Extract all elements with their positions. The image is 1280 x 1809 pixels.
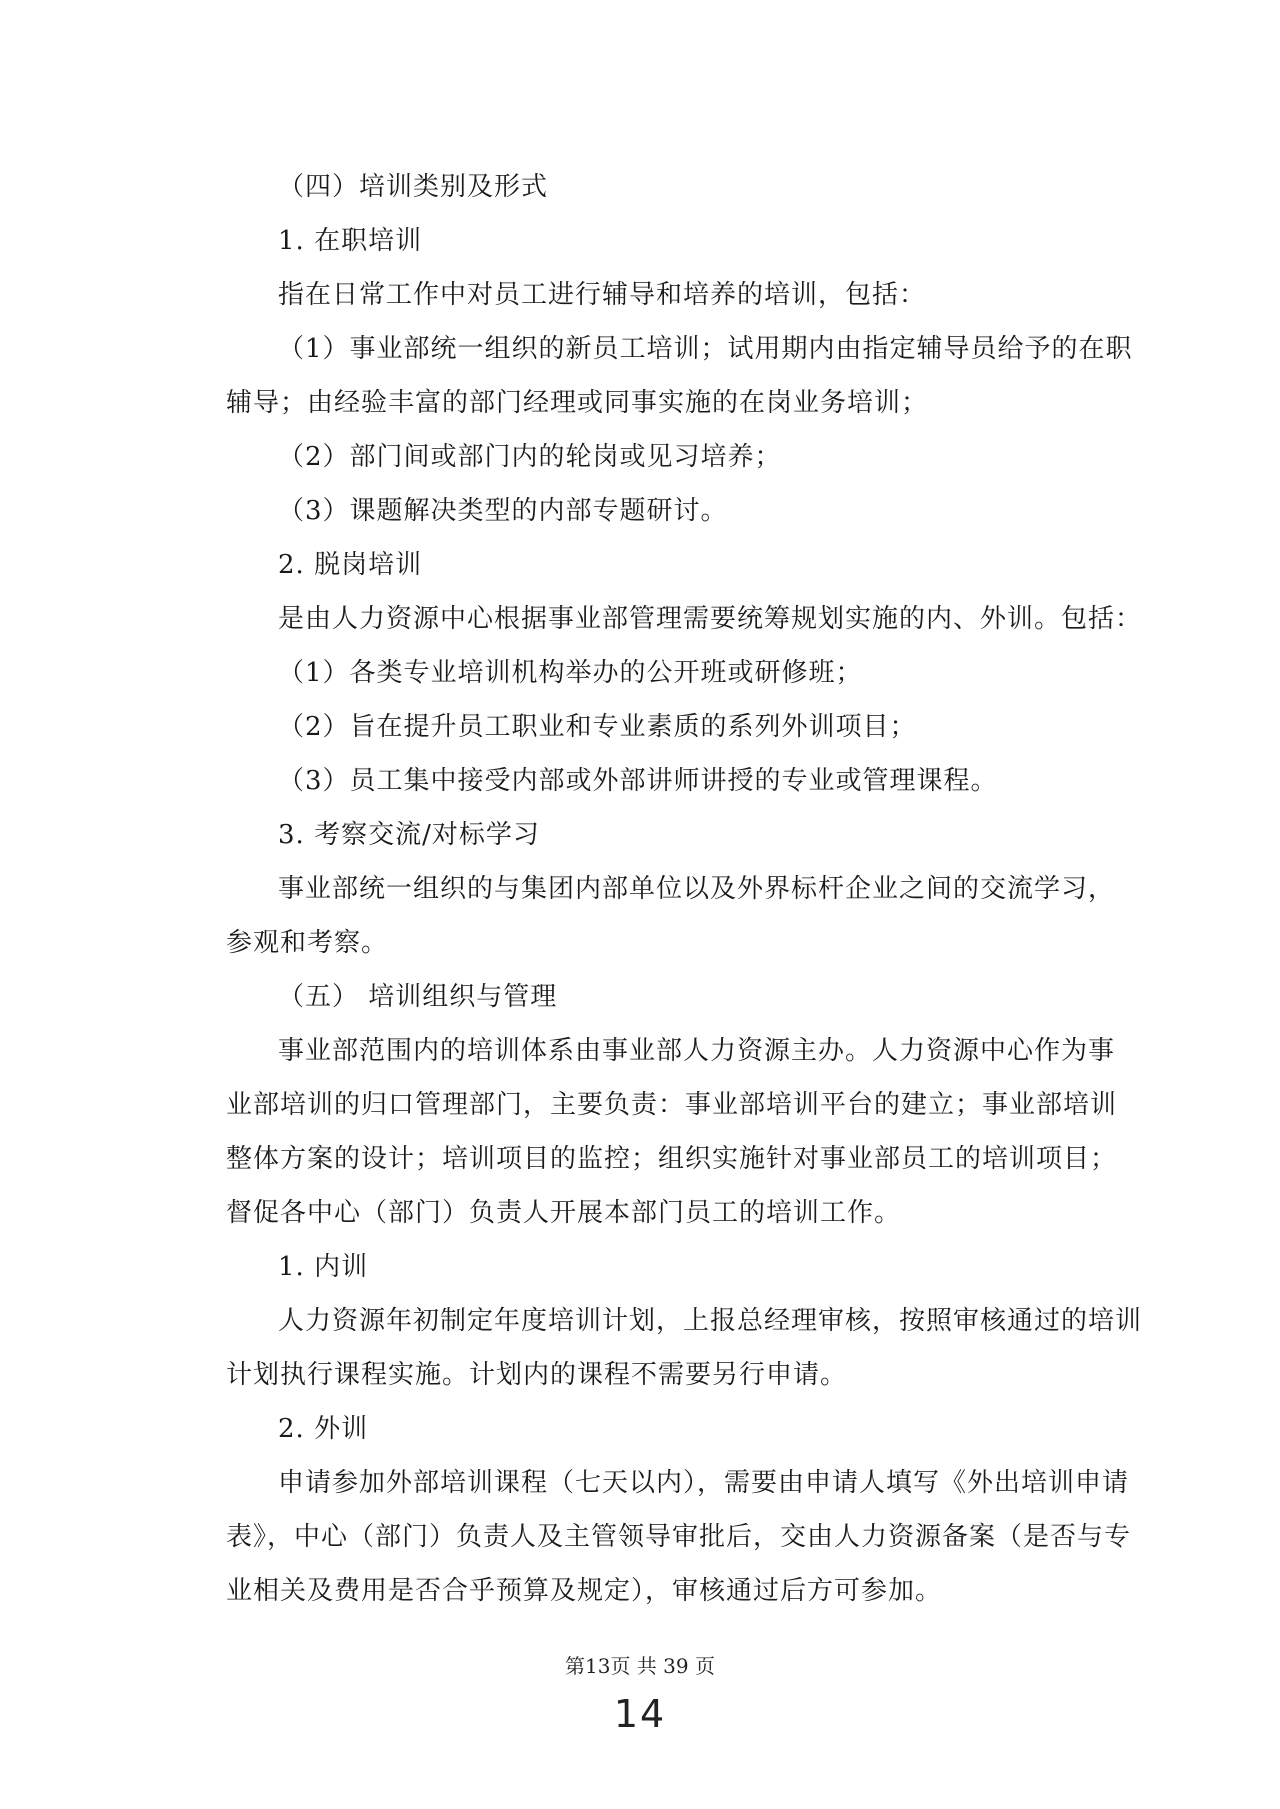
text-line: 计划执行课程实施。计划内的课程不需要另行申请。 bbox=[226, 1360, 848, 1390]
text-line: （四）培训类别及形式 bbox=[278, 172, 549, 202]
text-line: 2. 脱岗培训 bbox=[278, 550, 423, 580]
text-line: 督促各中心（部门）负责人开展本部门员工的培训工作。 bbox=[226, 1198, 902, 1228]
text-line: 2. 外训 bbox=[278, 1414, 369, 1444]
text-line: 事业部统一组织的与集团内部单位以及外界标杆企业之间的交流学习， bbox=[278, 874, 1116, 904]
text-line: 人力资源年初制定年度培训计划，上报总经理审核，按照审核通过的培训 bbox=[278, 1306, 1143, 1336]
text-line: 3. 考察交流/对标学习 bbox=[278, 820, 540, 850]
text-line: （3）员工集中接受内部或外部讲师讲授的专业或管理课程。 bbox=[278, 766, 998, 796]
page-info: 第13页 共 39 页 bbox=[565, 1654, 715, 1678]
text-line: 1. 在职培训 bbox=[278, 226, 423, 256]
text-line: 业部培训的归口管理部门，主要负责：事业部培训平台的建立；事业部培训 bbox=[226, 1090, 1118, 1120]
text-line: 业相关及费用是否合乎预算及规定），审核通过后方可参加。 bbox=[226, 1576, 943, 1606]
page-number: 14 bbox=[613, 1692, 667, 1736]
text-line: （1）各类专业培训机构举办的公开班或研修班； bbox=[278, 658, 863, 688]
text-line: 辅导；由经验丰富的部门经理或同事实施的在岗业务培训； bbox=[226, 388, 929, 418]
text-line: 整体方案的设计；培训项目的监控；组织实施针对事业部员工的培训项目； bbox=[226, 1144, 1118, 1174]
text-line: 事业部范围内的培训体系由事业部人力资源主办。人力资源中心作为事 bbox=[278, 1036, 1116, 1066]
text-line: 是由人力资源中心根据事业部管理需要统筹规划实施的内、外训。包括： bbox=[278, 604, 1143, 634]
text-line: 指在日常工作中对员工进行辅导和培养的培训，包括： bbox=[278, 280, 927, 310]
text-line: 1. 内训 bbox=[278, 1252, 369, 1282]
text-line: 参观和考察。 bbox=[226, 928, 389, 958]
text-line: （五） 培训组织与管理 bbox=[278, 982, 558, 1012]
text-line: 表》，中心（部门）负责人及主管领导审批后，交由人力资源备案（是否与专 bbox=[226, 1522, 1132, 1552]
text-line: （2）部门间或部门内的轮岗或见习培养； bbox=[278, 442, 782, 472]
document-body bbox=[226, 160, 1143, 1618]
text-line: （1）事业部统一组织的新员工培训；试用期内由指定辅导员给予的在职 bbox=[278, 334, 1133, 364]
text-line: （2）旨在提升员工职业和专业素质的系列外训项目； bbox=[278, 712, 917, 742]
text-line: 申请参加外部培训课程（七天以内），需要由申请人填写《外出培训申请 bbox=[278, 1468, 1130, 1498]
text-line: （3）课题解决类型的内部专题研讨。 bbox=[278, 496, 728, 526]
